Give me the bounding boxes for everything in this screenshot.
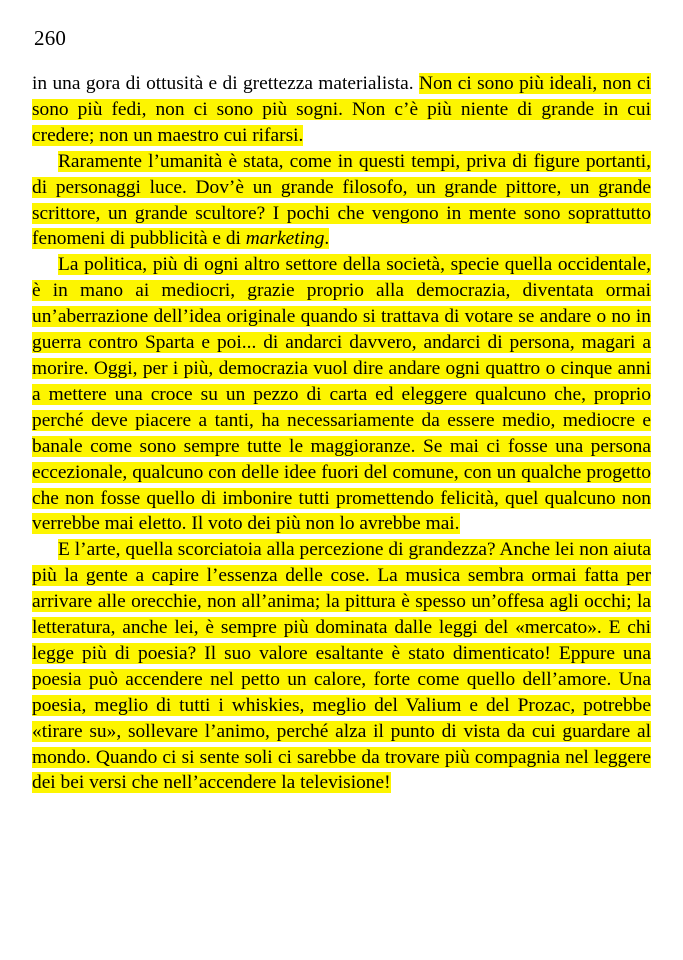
paragraph-1: [32, 71, 651, 149]
paragraph-4: [32, 537, 651, 796]
paragraph-2-highlight-b: .: [324, 228, 330, 250]
page-number: 260: [34, 26, 67, 50]
paragraph-2-highlight-a: Raramente l’umanità è stata, come in questi tempi, priva di figure portanti, di personaggi luce. Dov’è un grande filosofo, un grande pittore, un grande scrittore, un grande scultore? I pochi che vengono in mente sono soprattutto fenomeni di pubblicità e di: [32, 150, 651, 250]
page-body: [32, 71, 651, 796]
paragraph-3: [32, 252, 651, 537]
paragraph-1-highlight: Non ci sono più ideali, non ci sono più fedi, non ci sono più sogni. Non c’è più niente di grande in cui credere; non un maestro cui rifarsi.: [32, 73, 651, 146]
paragraph-1-plain-text: in una gora di ottusità e di grettezza materialista.: [32, 73, 419, 94]
paragraph-2: [32, 149, 651, 253]
paragraph-4-highlight: E l’arte, quella scorciatoia alla percezione di grandezza? Anche lei non aiuta più la gente a capire l’essenza delle cose. La musica sembra ormai fatta per arrivare alle orecchie, non all’anima; la pittura è spesso un’offesa agli occhi; la letteratura, anche lei, è sempre più dominata dalle leggi del «mercato». E chi legge più di poesia? Il suo valore esaltante è stato dimenticato! Eppure una poesia può accendere nel petto un calore, forte come quello dell’amore. Una poesia, meglio di tutti i whiskies, meglio del Valium e del Prozac, potrebbe «tirare su», sollevare l’animo, perché alza il punto di vista da cui guardare al mondo. Quando ci si sente soli ci sarebbe da trovare più compagnia nel leggere dei bei versi che nell’accendere la televisione!: [32, 539, 651, 794]
paragraph-3-highlight: La politica, più di ogni altro settore della società, specie quella occidentale, è in mano ai mediocri, grazie proprio alla democrazia, diventata ormai un’aberrazione dell’idea originale quando si trattava di votare se andare o no in guerra contro Sparta e poi... di andarci davvero, andarci di persona, magari a morire. Oggi, per i più, democrazia vuol dire andare ogni quattro o cinque anni a mettere una croce su un pezzo di carta ed eleggere qualcuno che, proprio perché deve piacere a tanti, ha necessariamente da essere medio, mediocre e banale come sono sempre tutte le maggioranze. Se mai ci fosse una persona eccezionale, qualcuno con delle idee fuori del comune, con un qualche progetto che non fosse quello di imbonire tutti promettendo felicità, quel qualcuno non verrebbe mai eletto. Il voto dei più non lo avrebbe mai.: [32, 254, 651, 535]
paragraph-2-italic-term: marketing: [245, 228, 325, 250]
